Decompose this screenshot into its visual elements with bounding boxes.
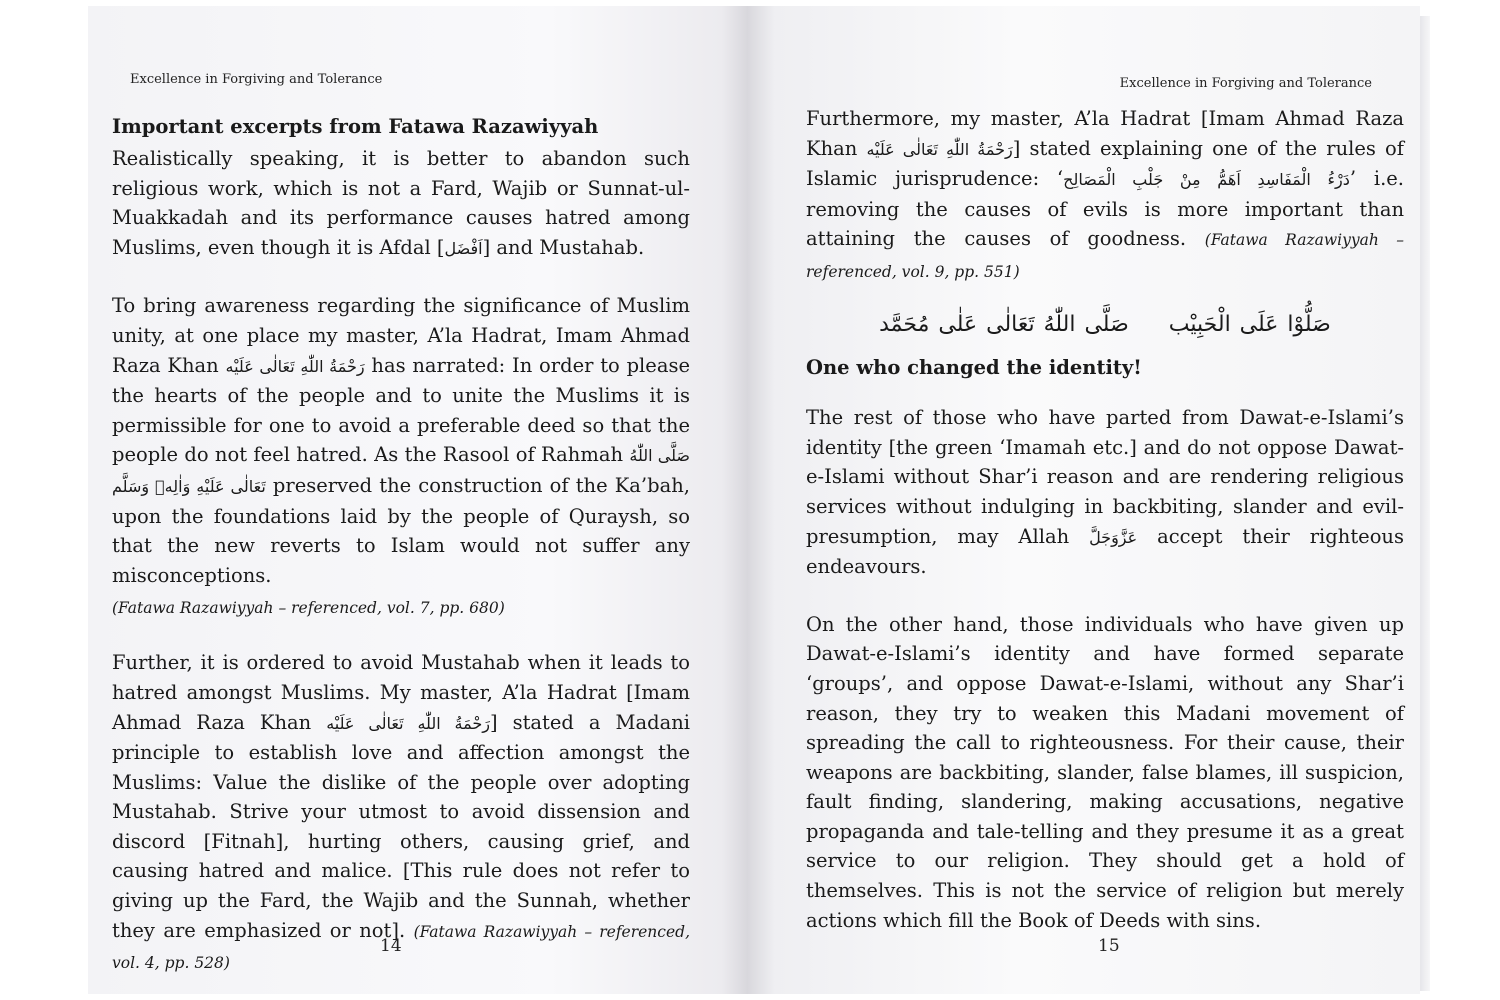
text-segment: Furthermore, my master, A’la Hadrat [Imam Ahmad Raza Khan	[806, 107, 1404, 160]
paragraph-abandon-work	[112, 144, 690, 263]
page-number-right: 15	[1098, 936, 1120, 956]
text-segment: accept their righteous endeavours.	[806, 524, 1405, 579]
running-head-left: Excellence in Forgiving and Tolerance	[130, 72, 383, 87]
arabic-afdal: اَفْضَل	[444, 238, 483, 258]
text-segment: has narrated: In order to please the hearts of the people and to unite the Muslims it is permissible for one to avoid a preferable deed so that the people do not feel hatred. As the Rasool of Rahmah	[112, 353, 690, 467]
citation-vol9: (Fatawa Razawiyyah – referenced, vol. 9, pp. 551)	[806, 231, 1404, 281]
citation-vol7: (Fatawa Razawiyyah – referenced, vol. 7, pp. 680)	[112, 599, 505, 618]
arabic-honorific: رَحْمَةُ اللّٰهِ تَعَالٰى عَلَيْه	[225, 356, 365, 376]
salawat-part: صَلَّى اللّٰهُ تَعَالٰى عَلٰى مُحَمَّد	[879, 311, 1129, 337]
page-number-left: 14	[380, 936, 402, 956]
left-page	[88, 6, 748, 994]
text-segment: To bring awareness regarding the significance of Muslim unity, at one place my master, A’la Hadrat, Imam Ahmad Raza Khan	[112, 294, 690, 377]
text-segment: Realistically speaking, it is better to abandon such religious work, which is not a Fard, Wajib or Sunnat-ul-Muakkadah and its performance causes hatred among Muslims, even though it is Afdal [	[112, 147, 690, 259]
paragraph-jurisprudence-rule	[806, 104, 1404, 288]
arabic-azza-wa-jal: عَزَّوَجَلَّ	[1089, 527, 1138, 547]
section-heading-fatawa: Important excerpts from Fatawa Razawiyyah	[112, 115, 599, 138]
salawat-line	[806, 310, 1404, 340]
salawat-part: صَلُّوْا عَلَى الْحَبِيْب	[1168, 311, 1331, 337]
text-segment: Further, it is ordered to avoid Mustahab when it leads to hatred amongst Muslims. My master, A’la Hadrat [Imam Ahmad Raza Khan	[112, 651, 690, 734]
arabic-salutation: صَلَّى اللّٰهُ تَعَالٰى عَلَيْهِ وَاٰلِهٖ وَسَلَّم	[112, 446, 691, 496]
text-segment: preserved the construction of the Ka’bah, upon the foundations laid by the people of Quraysh, so that the new reverts to Islam would not suffer any misconceptions.	[112, 473, 690, 587]
arabic-honorific: رَحْمَةُ اللّٰهِ تَعَالٰى عَلَيْه	[326, 713, 490, 733]
paragraph-other-hand: On the other hand, those individuals who have given up Dawat-e-Islami’s identity and have formed separate ‘groups’, and oppose Dawat-e-Islami, without any Shar’i reason, they try to weaken this Madani movement of spreading the call to righteousness. For their cause, their weapons are backbiting, slander, false blames, ill suspicion, fault finding, slandering, making accusations, negative propaganda and tale-telling and they presume it as a great service to our religion. They should get a hold of themselves. This is not the service of religion but merely actions which fill the Book of Deeds with sins.	[806, 612, 1404, 932]
section-heading-identity: One who changed the identity!	[806, 356, 1142, 380]
citation-vol4: (Fatawa Razawiyyah – referenced, vol. 4, pp. 528)	[112, 922, 690, 973]
text-segment: ] stated explaining one of the rules of Islamic jurisprudence: ‘	[806, 136, 1405, 191]
text-segment: ] stated a Madani principle to establish love and affection amongst the Muslims: Value the dislike of the people over adopting Mustahab. Strive your utmost to avoid dissension and discord [Fitnah], hurting others, causing grief, and causing hatred and malice. [This rule does not refer to giving up the Fard, the Wajib and the Sunnah, whether they are emphasized or not].	[112, 710, 690, 942]
right-page-content	[806, 104, 1404, 935]
right-page	[748, 6, 1420, 994]
paragraph-muslim-unity	[112, 291, 690, 590]
arabic-rule: دَرْءُ الْمَفَاسِدِ اَهَمُّ مِنْ جَلْبِ الْمَصَالِح	[1063, 170, 1350, 190]
running-head-right: Excellence in Forgiving and Tolerance	[1119, 76, 1372, 91]
text-segment: The rest of those who have parted from Dawat-e-Islami’s identity [the green ‘Imamah etc.] and do not oppose Dawat-e-Islami without Shar’i reason and are rendering religious services without indulging in backbiting, slander and evil-presumption, may Allah	[806, 406, 1404, 548]
text-segment: ’ i.e. removing the causes of evils is more important than attaining the causes of goodness.	[806, 167, 1405, 251]
paragraph-parted-identity	[806, 403, 1404, 582]
arabic-honorific: رَحْمَةُ اللّٰهِ تَعَالٰى عَلَيْه	[866, 139, 1013, 159]
paragraph-avoid-mustahab	[112, 648, 690, 979]
text-segment: ] and Mustahab.	[482, 235, 645, 259]
left-page-content	[112, 112, 690, 979]
